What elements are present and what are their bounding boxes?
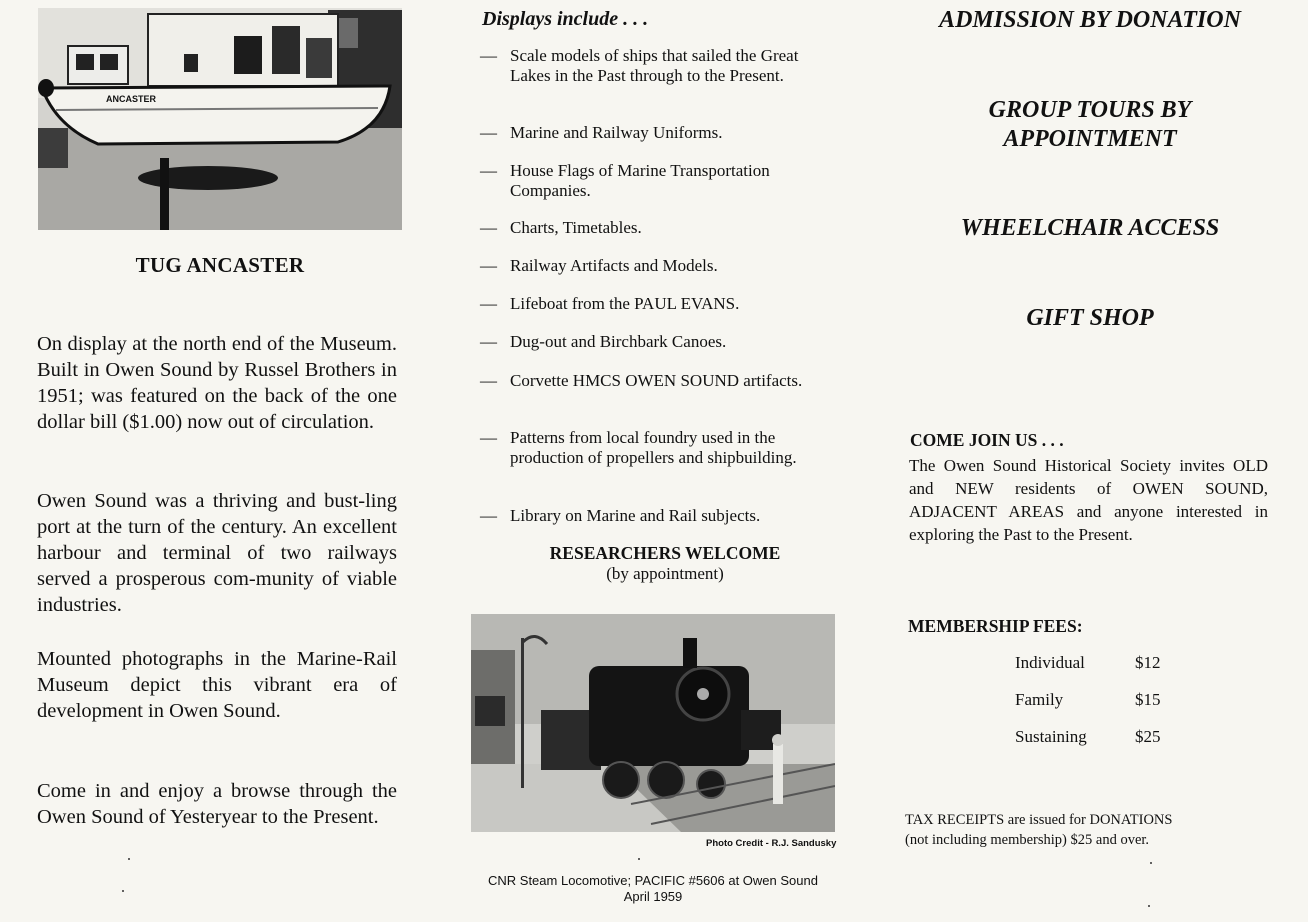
left-panel bbox=[0, 0, 440, 922]
display-item-text: Charts, Timetables. bbox=[510, 218, 642, 237]
dash-bullet: — bbox=[480, 161, 497, 180]
display-item-text: Patterns from local foundry used in the production of propellers and shipbuilding. bbox=[510, 428, 797, 467]
dash-bullet: — bbox=[480, 294, 497, 313]
hull-name-text: ANCASTER bbox=[106, 94, 157, 104]
port-history-paragraph: Owen Sound was a thriving and bust-ling port at the turn of the century. An excellent harbour and terminal of two railways served a prosperous com-munity of viable industries. bbox=[37, 490, 397, 616]
display-item-text: Lifeboat from the PAUL EVANS. bbox=[510, 294, 740, 313]
locomotive-caption bbox=[440, 873, 866, 905]
membership-heading: MEMBERSHIP FEES: bbox=[908, 616, 1083, 636]
dash-bullet: — bbox=[480, 371, 497, 390]
display-item bbox=[480, 428, 840, 467]
fee-name: Sustaining bbox=[1015, 727, 1087, 746]
fee-amount: $15 bbox=[1135, 690, 1161, 709]
scan-speck bbox=[1150, 862, 1152, 864]
dash-bullet: — bbox=[480, 46, 497, 65]
display-item bbox=[480, 123, 840, 143]
dash-bullet: — bbox=[480, 332, 497, 351]
dash-bullet: — bbox=[480, 123, 497, 142]
display-item bbox=[480, 218, 840, 238]
fee-name: Individual bbox=[1015, 653, 1085, 672]
tax-receipt-line-1: TAX RECEIPTS are issued for DONATIONS bbox=[905, 812, 1173, 828]
fee-name: Family bbox=[1015, 690, 1064, 709]
display-item bbox=[480, 294, 840, 314]
locomotive-illustration bbox=[471, 614, 835, 832]
join-description: The Owen Sound Historical Society invites OLD and NEW residents of OWEN SOUND, ADJACENT AREAS and anyone interested in exploring the Past to the Present. bbox=[909, 456, 1268, 544]
dash-bullet: — bbox=[480, 428, 497, 447]
display-item bbox=[480, 161, 840, 200]
researchers-heading: RESEARCHERS WELCOME bbox=[549, 543, 781, 563]
right-panel bbox=[880, 0, 1308, 922]
gift-shop-banner: GIFT SHOP bbox=[1026, 305, 1154, 331]
dash-bullet: — bbox=[480, 218, 497, 237]
middle-panel bbox=[440, 0, 880, 922]
scan-speck bbox=[128, 858, 130, 860]
display-item-text: House Flags of Marine Transportation Companies. bbox=[510, 161, 770, 200]
display-item-text: Scale models of ships that sailed the Great Lakes in the Past through to the Present. bbox=[510, 46, 799, 85]
admission-banner: ADMISSION BY DONATION bbox=[939, 7, 1241, 33]
display-item-text: Corvette HMCS OWEN SOUND artifacts. bbox=[510, 371, 803, 390]
by-appointment-note: (by appointment) bbox=[606, 564, 724, 583]
steam-locomotive-photo bbox=[471, 614, 835, 832]
display-item bbox=[480, 371, 840, 391]
display-item-text: Marine and Railway Uniforms. bbox=[510, 123, 723, 142]
locomotive-caption-line-2: April 1959 bbox=[623, 889, 683, 904]
fee-amount: $25 bbox=[1135, 727, 1161, 746]
group-tours-line-2: APPOINTMENT bbox=[1003, 126, 1177, 152]
display-item bbox=[480, 332, 840, 352]
scan-speck bbox=[638, 858, 640, 860]
join-heading: COME JOIN US . . . bbox=[910, 430, 1064, 450]
scan-speck bbox=[1148, 905, 1150, 907]
tug-caption: TUG ANCASTER bbox=[135, 253, 305, 277]
tug-ancaster-photo bbox=[38, 8, 402, 230]
display-item-text: Dug-out and Birchbark Canoes. bbox=[510, 332, 727, 351]
tug-description-paragraph: On display at the north end of the Museum. Built in Owen Sound by Russel Brothers in 1951; was featured on the back of the one dollar bill ($1.00) now out of circulation. bbox=[37, 333, 397, 433]
display-item-text: Railway Artifacts and Models. bbox=[510, 256, 718, 275]
displays-heading: Displays include . . . bbox=[482, 8, 649, 30]
display-item bbox=[480, 506, 840, 526]
photographs-paragraph: Mounted photographs in the Marine-Rail Museum depict this vibrant era of development in Owen Sound. bbox=[37, 648, 397, 722]
tax-receipt-note bbox=[905, 810, 1275, 850]
display-item-text: Library on Marine and Rail subjects. bbox=[510, 506, 761, 525]
invitation-paragraph: Come in and enjoy a browse through the Owen Sound of Yesteryear to the Present. bbox=[37, 780, 397, 828]
photo-credit: Photo Credit - R.J. Sandusky bbox=[706, 838, 837, 849]
wheelchair-banner: WHEELCHAIR ACCESS bbox=[960, 215, 1220, 241]
group-tours-line-1: GROUP TOURS BY bbox=[988, 97, 1192, 123]
fee-amount: $12 bbox=[1135, 653, 1161, 672]
display-item bbox=[480, 256, 840, 276]
tax-receipt-line-2: (not including membership) $25 and over. bbox=[905, 832, 1150, 848]
dash-bullet: — bbox=[480, 256, 497, 275]
display-item bbox=[480, 46, 840, 85]
scan-speck bbox=[122, 890, 124, 892]
dash-bullet: — bbox=[480, 506, 497, 525]
locomotive-caption-line-1: CNR Steam Locomotive; PACIFIC #5606 at Owen Sound bbox=[488, 873, 818, 888]
tug-illustration bbox=[38, 8, 402, 230]
